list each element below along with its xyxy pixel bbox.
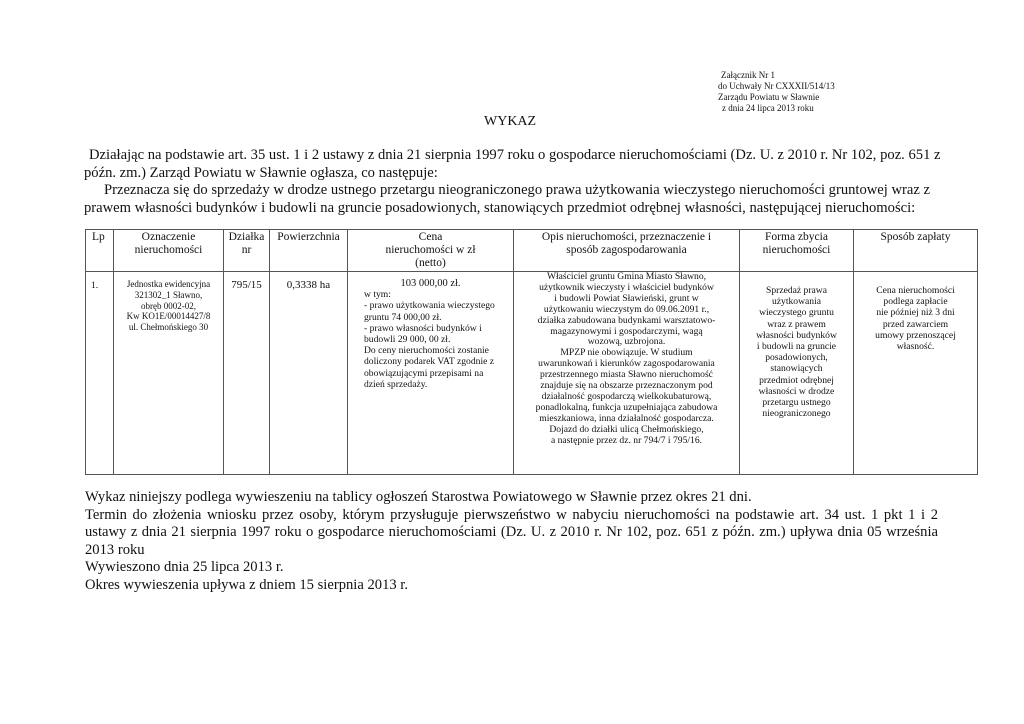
cell-line: doliczony podarek VAT zgodnie z bbox=[364, 356, 495, 368]
header-text: Opis nieruchomości, przeznaczenie i bbox=[541, 231, 712, 243]
cell-line: własności budynków bbox=[756, 329, 837, 341]
header-text: nieruchomości w zł bbox=[385, 244, 476, 256]
cell-line: MPZP nie obowiązuje. W studium bbox=[560, 347, 693, 359]
cell-line: nieograniczonego bbox=[762, 408, 831, 420]
header-text: nr bbox=[241, 244, 252, 256]
footer-paragraph: Termin do złożenia wniosku przez osoby, którym przysługuje pierwszeństwo w nabyciu nieruchomości na podstawie art. 34 ust. 1 pkt 1 i 2 ustawy z dnia 21 sierpnia 1997 roku o gospodarce nieruchomościami (Dz. U. z 2010 r. Nr 102, poz. 651 z późn. zm.) upływa dnia 05 września 2013 roku bbox=[85, 506, 938, 558]
header-text: Oznaczenie bbox=[141, 231, 196, 243]
cell-opis bbox=[514, 272, 740, 475]
footer-paragraph: Wykaz niniejszy podlega wywieszeniu na tablicy ogłoszeń Starostwa Powiatowego w Sławnie przez okres 21 dni. bbox=[85, 489, 752, 505]
cell-line: i budowli na gruncie bbox=[756, 341, 837, 353]
header-lp: Lp bbox=[86, 230, 114, 272]
footer-section bbox=[85, 489, 938, 594]
header-oznaczenie bbox=[114, 230, 224, 272]
header-text: nieruchomości bbox=[762, 244, 831, 256]
cell-line: gruntu 74 000,00 zł. bbox=[364, 311, 442, 323]
table-header-row bbox=[86, 230, 978, 272]
header-text: sposób zagospodarowania bbox=[566, 244, 687, 256]
cell-line: ponadlokalną, funkcja uzupełniająca zabudowa bbox=[535, 401, 718, 413]
cell-sposob bbox=[854, 272, 978, 475]
cell-line: - prawo użytkowania wieczystego bbox=[364, 300, 495, 312]
cell-line: nie później niż 3 dni bbox=[876, 307, 955, 319]
footer-paragraph: Okres wywieszenia upływa z dniem 15 sierpnia 2013 r. bbox=[85, 576, 409, 593]
cell-line: obowiązującymi przepisami na bbox=[364, 367, 484, 379]
cell-dzialka: 795/15 bbox=[224, 272, 270, 475]
cell-line: podlega zapłacie bbox=[883, 296, 948, 308]
cell-line: uwarunkowań i kierunków zagospodarowania bbox=[538, 358, 715, 370]
cell-line: stanowiących bbox=[770, 363, 823, 375]
annex-line: z dnia 24 lipca 2013 roku bbox=[722, 103, 814, 113]
intro-paragraph: Przeznacza się do sprzedaży w drodze ustnego przetargu nieograniczonego prawa użytkowania wieczystego nieruchomości gruntowej wraz z prawem własności budynków i budowli na gruncie posadowionych, stanowiących przedmiot odrębnej własności, następującej nieruchomości: bbox=[84, 182, 930, 216]
cell-oznaczenie bbox=[114, 272, 224, 475]
header-forma bbox=[740, 230, 854, 272]
header-sposob: Sposób zapłaty bbox=[854, 230, 978, 272]
cell-line: dzień sprzedaży. bbox=[364, 378, 428, 390]
cena-total: 103 000,00 zł. bbox=[400, 278, 461, 289]
cell-line: mieszkaniowa, inna działalność gospodarcza. bbox=[539, 412, 714, 424]
header-text: (netto) bbox=[415, 257, 446, 269]
cell-line: Właściciel gruntu Gmina Miasto Sławno, bbox=[546, 271, 707, 282]
cell-powierzchnia: 0,3338 ha bbox=[270, 272, 348, 475]
cell-line: przestrzennego miasta Sławno nieruchomość bbox=[540, 369, 713, 381]
header-text: Forma zbycia bbox=[765, 231, 828, 243]
cell-line: Jednostka ewidencyjna bbox=[126, 279, 211, 289]
cell-line: użytkowania bbox=[771, 296, 822, 308]
cell-line: własność. bbox=[896, 341, 935, 353]
cell-line: Cena nieruchomości bbox=[876, 285, 955, 296]
cell-line: wozową, uzbrojona. bbox=[587, 336, 666, 348]
intro-section bbox=[84, 147, 944, 217]
header-opis bbox=[514, 230, 740, 272]
annex-header bbox=[718, 70, 835, 114]
cell-line: własności w drodze bbox=[758, 385, 835, 397]
cell-line: - prawo własności budynków i bbox=[364, 322, 482, 334]
cell-line: ul. Chełmońskiego 30 bbox=[128, 322, 209, 333]
table-row bbox=[86, 272, 978, 475]
header-dzialka bbox=[224, 230, 270, 272]
header-text: Cena bbox=[418, 231, 443, 243]
cell-lp: 1. bbox=[86, 272, 114, 475]
cell-line: i budowli Powiat Sławieński, grunt w bbox=[554, 292, 699, 304]
cell-line: przedmiot odrębnej bbox=[759, 374, 834, 386]
cell-line: 321302_1 Sławno, bbox=[134, 289, 203, 300]
annex-line: Załącznik Nr 1 bbox=[721, 70, 775, 80]
header-cena bbox=[348, 230, 514, 272]
property-table bbox=[85, 229, 978, 475]
header-text: Działka bbox=[228, 231, 265, 243]
header-text: nieruchomości bbox=[134, 244, 203, 256]
cell-line: Sprzedaż prawa bbox=[766, 285, 827, 296]
cell-line: w tym: bbox=[364, 289, 391, 301]
header-powierzchnia: Powierzchnia bbox=[270, 230, 348, 272]
cell-line: umowy przenoszącej bbox=[875, 329, 956, 341]
cell-line: wieczystego gruntu bbox=[759, 307, 834, 319]
cell-line: Dojazd do działki ulicą Chełmońskiego, bbox=[549, 423, 704, 435]
cell-line: użytkowaniu wieczystym do 09.06.2091 r., bbox=[543, 303, 710, 315]
cell-line: Do ceny nieruchomości zostanie bbox=[364, 345, 489, 357]
cell-line: użytkownik wieczysty i właściciel budynków bbox=[539, 281, 714, 293]
cell-line: przetargu ustnego bbox=[762, 397, 831, 409]
document-title: WYKAZ bbox=[484, 114, 537, 129]
cell-line: działalność gospodarczą wielkokubaturową, bbox=[541, 390, 712, 402]
intro-paragraph: Działając na podstawie art. 35 ust. 1 i 2 ustawy z dnia 21 sierpnia 1997 roku o gospodarce nieruchomościami (Dz. U. z 2010 r. Nr 102, poz. 651 z późn. zm.) Zarząd Powiatu w Sławnie ogłasza, co następuje: bbox=[84, 147, 941, 181]
cell-line: posadowionych, bbox=[765, 352, 828, 364]
cell-line: magazynowymi i gospodarczymi, wagą bbox=[550, 325, 703, 337]
footer-paragraph: Wywieszono dnia 25 lipca 2013 r. bbox=[85, 559, 284, 575]
annex-line: do Uchwały Nr CXXXII/514/13 bbox=[718, 81, 835, 91]
cell-line: budowli 29 000, 00 zł. bbox=[364, 334, 451, 346]
cell-line: przed zawarciem bbox=[882, 318, 949, 330]
annex-line: Zarządu Powiatu w Sławnie bbox=[718, 92, 820, 102]
cell-line: działka zabudowana budynkami warsztatowo- bbox=[537, 314, 716, 326]
cell-line: znajduje się na obszarze przeznaczonym pod bbox=[540, 380, 713, 392]
cell-line: obręb 0002-02, bbox=[141, 300, 196, 311]
cell-line: wraz z prawem bbox=[767, 318, 826, 330]
cell-cena bbox=[348, 272, 514, 475]
cell-line: a następnie przez dz. nr 794/7 i 795/16. bbox=[550, 434, 703, 446]
cell-forma bbox=[740, 272, 854, 475]
cell-line: Kw KO1E/00014427/8 bbox=[126, 311, 211, 322]
